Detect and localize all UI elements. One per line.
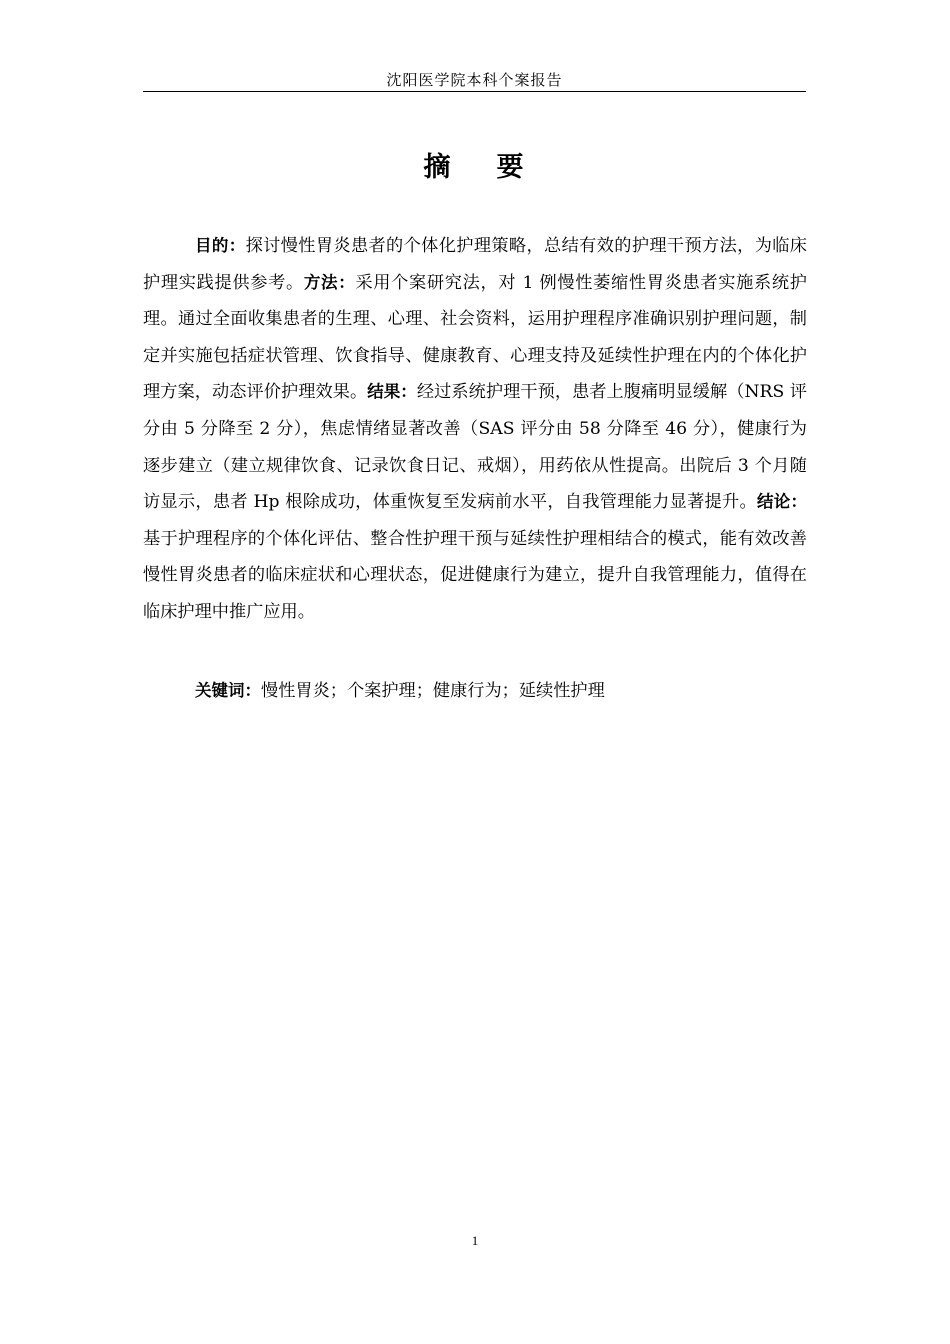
method-text: 采用个案研究法，对 1 例慢性萎缩性胃炎患者实施系统护理。通过全面收集患者的生理、心理、社会资料，运用护理程序准确识别护理问题，制定并实施包括症状管理、饮食指导、健康教育、心理支持及延续性护理在内的个体化护理方案，动态评价护理效果。 [143, 272, 807, 403]
page-number: 1 [471, 1233, 479, 1248]
abstract-title [143, 148, 806, 188]
title-char-1: 摘 [423, 152, 453, 183]
keywords-label: 关键词： [195, 681, 261, 700]
keywords-line [195, 673, 807, 710]
running-header: 沈阳医学院本科个案报告 [386, 71, 563, 89]
objective-label: 目的： [195, 236, 246, 255]
objective-text: 探讨慢性胃炎患者的个体化护理策略，总结有效的护理干预方法，为临床护理实践提供参考。 [143, 236, 807, 293]
abstract-paragraph [143, 228, 807, 631]
keywords-text: 慢性胃炎；个案护理；健康行为；延续性护理 [261, 681, 605, 701]
title-char-2: 要 [496, 152, 526, 183]
method-label: 方法： [303, 272, 356, 292]
conclusion-label: 结论： [756, 492, 807, 512]
result-text: 经过系统护理干预，患者上腹痛明显缓解（NRS 评分由 5 分降至 2 分），焦虑情绪显著改善（SAS 评分由 58 分降至 46 分），健康行为逐步建立（建立规律饮食、记录饮食日记、戒烟），用药依从性提高。出院后 3 个月随访显示，患者 Hp 根除成功，体重恢复至发病前水平，自我管理能力显著提升。 [143, 382, 807, 513]
conclusion-text: 基于护理程序的个体化评估、整合性护理干预与延续性护理相结合的模式，能有效改善慢性胃炎患者的临床症状和心理状态，促进健康行为建立，提升自我管理能力，值得在临床护理中推广应用。 [143, 528, 807, 622]
header-rule [143, 91, 806, 92]
result-label: 结果： [367, 382, 417, 402]
